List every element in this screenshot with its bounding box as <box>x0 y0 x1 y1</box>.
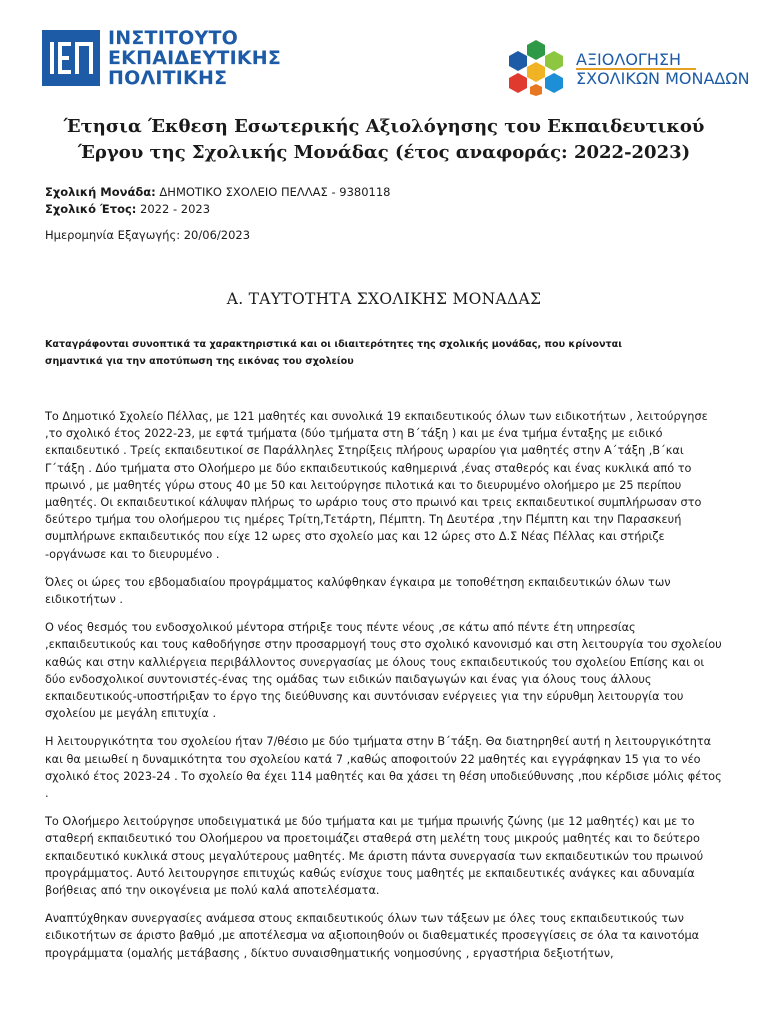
document-title <box>40 114 728 166</box>
paragraph-1: Το Δημοτικό Σχολείο Πέλλας, με 121 μαθητές και συνολικά 19 εκπαιδευτικούς όλων των ειδικοτήτων , λειτούργησε ,το σχολικό έτος 2022-23, με εφτά τμήματα (δύο τμήματα στη Β΄τάξη ) και με ένα τμήμα ένταξης με ειδικό εκπαιδευτικό . Τρείς εκπαιδευτικοί σε Παράλληλες Στηρίξεις πλήρους ωραρίου για μαθητές στην Α΄τάξη ,Β΄και Γ΄τάξη . Δύο τμήματα στο Ολοήμερο με δύο εκπαιδευτικούς καθημερινά ,ένας σταθερός και ένας κυκλικά από το πρωινό , με μαθητές γύρω στους 40 με 50 και λειτούργησε πιλοτικά και το διευρυμένο ολοήμερο με 25 περίπου μαθητές. Οι εκπαιδευτικοί κάλυψαν πλήρως το ωράριο τους στο πρωινό και τρεις εκπαιδευτικοί συμπλήρωσαν στο δεύτερο τμήμα του ολοήμερου τις ημέρες Τρίτη,Τετάρτη, Πέμπτη. Τη Δευτέρα ,την Πέμπτη και την Παρασκευή συμπλήρωνε εκπαιδευτικός που είχε 12 ωρες στο σχολείο μας και 12 ώρες στο Δ.Σ Νέας Πέλλας και στήριζε -οργάνωσε και το διευρυμένο . <box>45 410 708 561</box>
eval-wordmark <box>576 50 750 88</box>
section-intro <box>45 336 725 370</box>
paragraph-4: Η λειτουργικότητα του σχολείου ήταν 7/θέσιο με δύο τμήματα στην Β΄τάξη. Θα διατηρηθεί αυτή η λειτουργικότητα και θα μειωθεί η δυναμικότητα του σχολείου κατά 7 ,καθώς αποφοιτούν 22 μαθητές και εγγράφηκαν 15 για το νέο σχολικό έτος 2023-24 . Το σχολείο θα έχει 114 μαθητές και θα χάσει τη θέση υποδιεύθυνσης ,που κέρδισε μόλις φέτος . <box>45 735 722 801</box>
intro-line-2: σημαντικά για την αποτύπωση της εικόνας του σχολείου <box>45 356 354 367</box>
eval-line-1: ΑΞΙΟΛΟΓΗΣΗ <box>576 50 681 69</box>
school-unit-label: Σχολική Μονάδα: <box>45 185 156 199</box>
intro-line-1: Καταγράφονται συνοπτικά τα χαρακτηριστικά και οι ιδιαιτερότητες της σχολικής μονάδας, που κρίνονται <box>45 339 622 350</box>
eval-line-2: ΣΧΟΛΙΚΩΝ ΜΟΝΑΔΩΝ <box>576 69 750 88</box>
iep-logo-icon <box>42 30 100 86</box>
paragraph-2: Όλες οι ώρες του εβδομαδιαίου προγράμματος καλύφθηκαν έγκαιρα με τοποθέτηση εκπαιδευτικών όλων των ειδικοτήτων . <box>45 575 671 607</box>
school-year-row <box>45 201 210 217</box>
title-line-1: Έτησια Έκθεση Εσωτερικής Αξιολόγησης του Εκπαιδευτικού <box>63 116 705 137</box>
school-year-label: Σχολικό Έτος: <box>45 202 137 216</box>
school-year-value: 2022 - 2023 <box>136 202 211 216</box>
iep-line-1: ΙΝΣΤΙΤΟΥΤΟ <box>108 27 238 49</box>
hexagon-cluster-icon <box>506 38 566 96</box>
iep-wordmark <box>108 28 281 88</box>
page-header <box>0 0 768 110</box>
school-unit-value: ΔΗΜΟΤΙΚΟ ΣΧΟΛΕΙΟ ΠΕΛΛΑΣ - 9380118 <box>155 185 391 199</box>
title-line-2: Έργου της Σχολικής Μονάδας (έτος αναφοράς: 2022-2023) <box>77 142 691 163</box>
report-body <box>45 408 725 973</box>
iep-line-2: ΕΚΠΑΙΔΕΥΤΙΚΗΣ <box>108 47 282 69</box>
school-unit-row <box>45 184 390 200</box>
paragraph-5: Το Ολοήμερο λειτούργησε υποδειγματικά με δύο τμήματα και με τμήμα πρωινής ζώνης (με 12 μαθητές) και με το σταθερή εκπαιδευτικό του Ολοήμερου να προετοιμάζει σταθερά στη μελέτη τους μικρούς μαθητές και το δεύτερο εκπαιδευτικό κυκλικά στους μεγαλύτερους μαθητές. Με άριστη πάντα συνεργασία των εκπαιδευτικών του πρωινού προγράμματος. Αυτό λειτουργησε επιτυχώς καθώς ενίσχυε τους μαθητές με εκπαιδευτικές ανάγκες και αδυναμία βοήθειας από την οικογένεια με πολύ καλά αποτελέσματα. <box>45 815 704 898</box>
paragraph-6: Αναπτύχθηκαν συνεργασίες ανάμεσα στους εκπαιδευτικούς όλων των τάξεων με όλες τους εκπαιδευτικούς των ειδικοτήτων σε άριστο βαθμό ,με αποτέλεσμα να αξιοποιηθούν οι διαθεματικές προσεγγίσεις σε όλα τα καινοτόμα προγράμματα (ομαλής μετάβασης , δίκτυο συναισθηματικής νοημοσύνης , εργαστήρια δεξιοτήτων, <box>45 912 700 960</box>
export-date: Ημερομηνία Εξαγωγής: 20/06/2023 <box>45 228 251 242</box>
iep-line-3: ΠΟΛΙΤΙΚΗΣ <box>108 67 228 89</box>
section-title: Α. ΤΑΥΤΟΤΗΤΑ ΣΧΟΛΙΚΗΣ ΜΟΝΑΔΑΣ <box>226 290 542 308</box>
paragraph-3: Ο νέος θεσμός του ενδοσχολικού μέντορα στήριξε τους πέντε νέους ,σε κάτω από πέντε έτη υπηρεσίας ,εκπαιδευτικούς και τους καθοδήγησε στην προσαρμογή τους στο σχολικό κανονισμό και στη λειτουργία του σχολείου καθώς και στην καλλιέργεια περιβάλλοντος συνεργασίας με όλους τους εκπαιδευτικούς του σχολείου Επίσης και οι δύο ενδοσχολικοί συντονιστές-ένας της ομάδας των ειδικών παιδαγωγών και ένας για όλους τους άλλους εκπαιδευτικούς-υποστήριξαν το έργο της διεύθυνσης και συντόνισαν ενέργειες για την εύρυθμη λειτουργία του σχολείου με μεγάλη επιτυχία . <box>45 621 722 721</box>
